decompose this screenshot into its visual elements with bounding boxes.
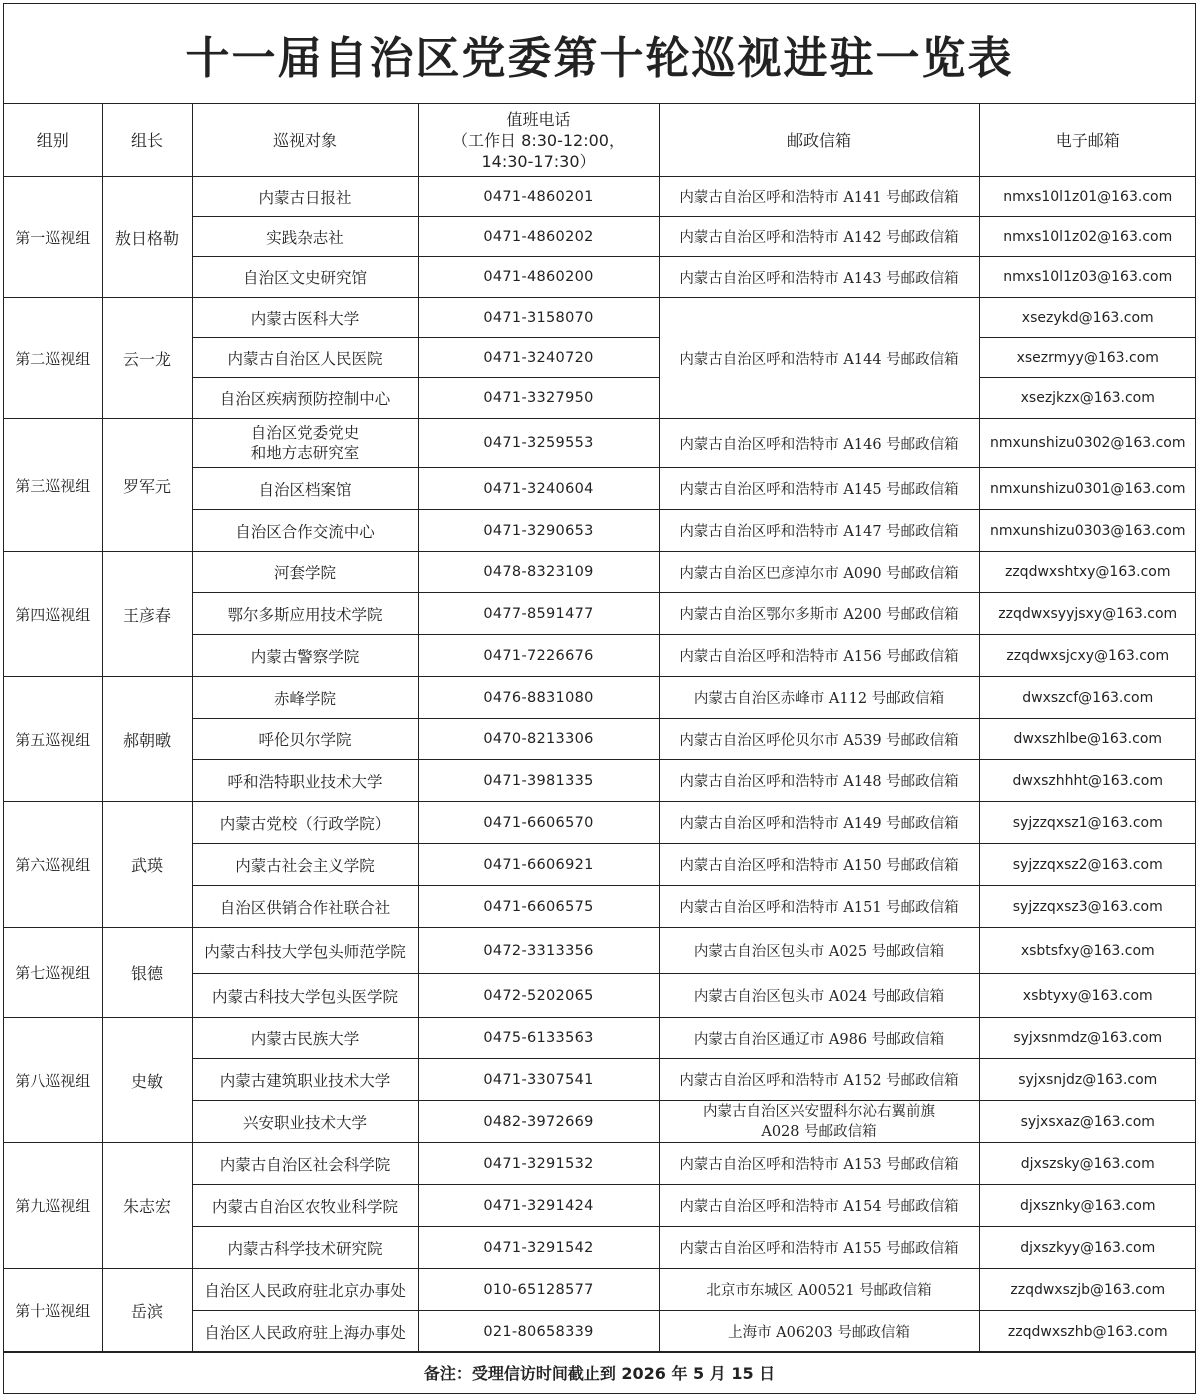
page-frame bbox=[3, 3, 1196, 1394]
target-cell: 自治区人民政府驻北京办事处 bbox=[192, 1269, 418, 1311]
target-cell: 内蒙古警察学院 bbox=[192, 635, 418, 677]
target-cell: 内蒙古党校（行政学院） bbox=[192, 802, 418, 844]
target-line: 和地方志研究室 bbox=[250, 444, 360, 462]
inspection-table bbox=[4, 104, 1196, 1353]
group-name: 第六巡视组 bbox=[4, 802, 102, 928]
mailbox-cell: 内蒙古自治区呼和浩特市 A143 号邮政信箱 bbox=[659, 257, 979, 298]
mailbox-cell: 内蒙古自治区呼和浩特市 A152 号邮政信箱 bbox=[659, 1059, 979, 1101]
email-cell: zzqdwxsyyjsxy@163.com bbox=[979, 593, 1196, 635]
email-cell: syjzzqxsz1@163.com bbox=[979, 802, 1196, 844]
target-cell: 赤峰学院 bbox=[192, 677, 418, 719]
email-cell: xsezykd@163.com bbox=[979, 298, 1196, 338]
email-cell: djxszkyy@163.com bbox=[979, 1227, 1196, 1269]
table-row bbox=[4, 677, 1196, 719]
target-cell: 呼伦贝尔学院 bbox=[192, 719, 418, 760]
table-row bbox=[4, 802, 1196, 844]
target-cell: 自治区供销合作社联合社 bbox=[192, 886, 418, 928]
mailbox-cell: 内蒙古自治区呼和浩特市 A149 号邮政信箱 bbox=[659, 802, 979, 844]
phone-cell: 0470-8213306 bbox=[418, 719, 659, 760]
group-leader: 罗军元 bbox=[102, 419, 192, 552]
mailbox-cell: 内蒙古自治区呼和浩特市 A151 号邮政信箱 bbox=[659, 886, 979, 928]
target-cell: 内蒙古科学技术研究院 bbox=[192, 1227, 418, 1269]
phone-cell: 0471-3327950 bbox=[418, 378, 659, 419]
target-cell: 自治区档案馆 bbox=[192, 468, 418, 510]
phone-cell: 010-65128577 bbox=[418, 1269, 659, 1311]
email-cell: xsezrmyy@163.com bbox=[979, 338, 1196, 378]
target-cell: 内蒙古自治区社会科学院 bbox=[192, 1143, 418, 1185]
mailbox-cell: 内蒙古自治区呼和浩特市 A147 号邮政信箱 bbox=[659, 510, 979, 552]
email-cell: xsbtyxy@163.com bbox=[979, 974, 1196, 1018]
phone-cell: 0482-3972669 bbox=[418, 1101, 659, 1143]
phone-cell: 0471-3981335 bbox=[418, 760, 659, 802]
phone-cell: 0477-8591477 bbox=[418, 593, 659, 635]
target-cell: 内蒙古科技大学包头师范学院 bbox=[192, 928, 418, 974]
email-cell: dwxszhhht@163.com bbox=[979, 760, 1196, 802]
target-cell: 自治区文史研究馆 bbox=[192, 257, 418, 298]
phone-cell: 0471-3158070 bbox=[418, 298, 659, 338]
mailbox-cell: 内蒙古自治区呼和浩特市 A155 号邮政信箱 bbox=[659, 1227, 979, 1269]
mailbox-cell: 内蒙古自治区呼和浩特市 A145 号邮政信箱 bbox=[659, 468, 979, 510]
target-cell: 内蒙古社会主义学院 bbox=[192, 844, 418, 886]
group-name: 第三巡视组 bbox=[4, 419, 102, 552]
phone-cell: 0471-7226676 bbox=[418, 635, 659, 677]
table-row bbox=[4, 419, 1196, 468]
group-leader: 史敏 bbox=[102, 1018, 192, 1143]
email-cell: zzqdwxsjcxy@163.com bbox=[979, 635, 1196, 677]
mailbox-cell: 内蒙古自治区呼和浩特市 A142 号邮政信箱 bbox=[659, 217, 979, 257]
group-name: 第二巡视组 bbox=[4, 298, 102, 419]
mailbox-cell: 内蒙古自治区呼和浩特市 A141 号邮政信箱 bbox=[659, 177, 979, 217]
group-leader: 朱志宏 bbox=[102, 1143, 192, 1269]
footnote: 备注：受理信访时间截止到 2026 年 5 月 15 日 bbox=[4, 1351, 1195, 1393]
group-name: 第七巡视组 bbox=[4, 928, 102, 1018]
table-row bbox=[4, 552, 1196, 593]
header-phone-line2: （工作日 8:30-12:00， bbox=[452, 130, 625, 150]
mailbox-cell: 内蒙古自治区赤峰市 A112 号邮政信箱 bbox=[659, 677, 979, 719]
group-leader: 郝朝暾 bbox=[102, 677, 192, 802]
group-leader: 银德 bbox=[102, 928, 192, 1018]
group-leader: 武瑛 bbox=[102, 802, 192, 928]
email-cell: nmxs10l1z03@163.com bbox=[979, 257, 1196, 298]
mailbox-cell: 内蒙古自治区呼伦贝尔市 A539 号邮政信箱 bbox=[659, 719, 979, 760]
email-cell: zzqdwxszjb@163.com bbox=[979, 1269, 1196, 1311]
target-line: 自治区党委党史 bbox=[250, 424, 360, 442]
header-phone-line3: 14:30-17:30） bbox=[481, 151, 596, 171]
mailbox-cell: 上海市 A06203 号邮政信箱 bbox=[659, 1311, 979, 1353]
target-cell: 内蒙古科技大学包头医学院 bbox=[192, 974, 418, 1018]
mailbox-cell: 内蒙古自治区巴彦淖尔市 A090 号邮政信箱 bbox=[659, 552, 979, 593]
phone-cell: 0471-3291424 bbox=[418, 1185, 659, 1227]
mailbox-cell: 内蒙古自治区呼和浩特市 A156 号邮政信箱 bbox=[659, 635, 979, 677]
phone-cell: 0471-3240604 bbox=[418, 468, 659, 510]
email-cell: dwxszhlbe@163.com bbox=[979, 719, 1196, 760]
mailbox-cell: 内蒙古自治区呼和浩特市 A153 号邮政信箱 bbox=[659, 1143, 979, 1185]
phone-cell: 021-80658339 bbox=[418, 1311, 659, 1353]
phone-cell: 0471-4860201 bbox=[418, 177, 659, 217]
phone-cell: 0471-3259553 bbox=[418, 419, 659, 468]
header-phone bbox=[418, 104, 659, 177]
email-cell: dwxszcf@163.com bbox=[979, 677, 1196, 719]
email-cell: syjzzqxsz3@163.com bbox=[979, 886, 1196, 928]
mailbox-cell bbox=[659, 1101, 979, 1143]
group-name: 第五巡视组 bbox=[4, 677, 102, 802]
target-cell: 内蒙古医科大学 bbox=[192, 298, 418, 338]
email-cell: xsezjkzx@163.com bbox=[979, 378, 1196, 419]
target-cell: 内蒙古民族大学 bbox=[192, 1018, 418, 1059]
group-name: 第一巡视组 bbox=[4, 177, 102, 298]
email-cell: xsbtsfxy@163.com bbox=[979, 928, 1196, 974]
table-row bbox=[4, 1143, 1196, 1185]
target-cell: 自治区合作交流中心 bbox=[192, 510, 418, 552]
mailbox-cell: 北京市东城区 A00521 号邮政信箱 bbox=[659, 1269, 979, 1311]
phone-cell: 0471-6606570 bbox=[418, 802, 659, 844]
target-cell bbox=[192, 419, 418, 468]
mailbox-cell: 内蒙古自治区鄂尔多斯市 A200 号邮政信箱 bbox=[659, 593, 979, 635]
table-row bbox=[4, 1269, 1196, 1311]
phone-cell: 0472-3313356 bbox=[418, 928, 659, 974]
header-phone-line1: 值班电话 bbox=[506, 109, 571, 129]
phone-cell: 0471-4860200 bbox=[418, 257, 659, 298]
email-cell: nmxunshizu0301@163.com bbox=[979, 468, 1196, 510]
phone-cell: 0471-3240720 bbox=[418, 338, 659, 378]
mailbox-cell: 内蒙古自治区包头市 A024 号邮政信箱 bbox=[659, 974, 979, 1018]
group-leader: 岳滨 bbox=[102, 1269, 192, 1353]
header-email: 电子邮箱 bbox=[979, 104, 1196, 177]
table-row bbox=[4, 177, 1196, 217]
target-cell: 河套学院 bbox=[192, 552, 418, 593]
phone-cell: 0471-6606575 bbox=[418, 886, 659, 928]
email-cell: syjxsxaz@163.com bbox=[979, 1101, 1196, 1143]
table-row bbox=[4, 928, 1196, 974]
mailbox-cell: 内蒙古自治区呼和浩特市 A150 号邮政信箱 bbox=[659, 844, 979, 886]
email-cell: djxsznky@163.com bbox=[979, 1185, 1196, 1227]
target-cell: 内蒙古日报社 bbox=[192, 177, 418, 217]
group-name: 第四巡视组 bbox=[4, 552, 102, 677]
email-cell: syjxsnjdz@163.com bbox=[979, 1059, 1196, 1101]
header-group: 组别 bbox=[4, 104, 102, 177]
target-cell: 内蒙古自治区人民医院 bbox=[192, 338, 418, 378]
phone-cell: 0471-3307541 bbox=[418, 1059, 659, 1101]
mailbox-line: 内蒙古自治区兴安盟科尔沁右翼前旗 bbox=[703, 1103, 935, 1120]
mailbox-cell: 内蒙古自治区呼和浩特市 A148 号邮政信箱 bbox=[659, 760, 979, 802]
phone-cell: 0472-5202065 bbox=[418, 974, 659, 1018]
phone-cell: 0476-8831080 bbox=[418, 677, 659, 719]
header-mailbox: 邮政信箱 bbox=[659, 104, 979, 177]
target-cell: 自治区疾病预防控制中心 bbox=[192, 378, 418, 419]
mailbox-cell: 内蒙古自治区呼和浩特市 A154 号邮政信箱 bbox=[659, 1185, 979, 1227]
email-cell: zzqdwxshtxy@163.com bbox=[979, 552, 1196, 593]
email-cell: nmxunshizu0302@163.com bbox=[979, 419, 1196, 468]
target-cell: 兴安职业技术大学 bbox=[192, 1101, 418, 1143]
email-cell: zzqdwxszhb@163.com bbox=[979, 1311, 1196, 1353]
header-target: 巡视对象 bbox=[192, 104, 418, 177]
mailbox-cell: 内蒙古自治区通辽市 A986 号邮政信箱 bbox=[659, 1018, 979, 1059]
group-name: 第九巡视组 bbox=[4, 1143, 102, 1269]
target-cell: 呼和浩特职业技术大学 bbox=[192, 760, 418, 802]
email-cell: syjxsnmdz@163.com bbox=[979, 1018, 1196, 1059]
email-cell: djxszsky@163.com bbox=[979, 1143, 1196, 1185]
group-name: 第八巡视组 bbox=[4, 1018, 102, 1143]
phone-cell: 0471-3291532 bbox=[418, 1143, 659, 1185]
target-cell: 自治区人民政府驻上海办事处 bbox=[192, 1311, 418, 1353]
phone-cell: 0471-4860202 bbox=[418, 217, 659, 257]
email-cell: nmxs10l1z01@163.com bbox=[979, 177, 1196, 217]
mailbox-line: A028 号邮政信箱 bbox=[761, 1123, 877, 1140]
table-row bbox=[4, 1018, 1196, 1059]
target-cell: 鄂尔多斯应用技术学院 bbox=[192, 593, 418, 635]
phone-cell: 0471-3291542 bbox=[418, 1227, 659, 1269]
email-cell: nmxs10l1z02@163.com bbox=[979, 217, 1196, 257]
group-name: 第十巡视组 bbox=[4, 1269, 102, 1353]
target-cell: 内蒙古建筑职业技术大学 bbox=[192, 1059, 418, 1101]
table-row bbox=[4, 298, 1196, 338]
target-cell: 内蒙古自治区农牧业科学院 bbox=[192, 1185, 418, 1227]
phone-cell: 0471-6606921 bbox=[418, 844, 659, 886]
mailbox-cell-shared: 内蒙古自治区呼和浩特市 A144 号邮政信箱 bbox=[659, 298, 979, 419]
email-cell: syjzzqxsz2@163.com bbox=[979, 844, 1196, 886]
table-header-row bbox=[4, 104, 1196, 177]
page-title: 十一届自治区党委第十轮巡视进驻一览表 bbox=[4, 4, 1195, 104]
phone-cell: 0471-3290653 bbox=[418, 510, 659, 552]
header-leader: 组长 bbox=[102, 104, 192, 177]
group-leader: 敖日格勒 bbox=[102, 177, 192, 298]
phone-cell: 0478-8323109 bbox=[418, 552, 659, 593]
target-cell: 实践杂志社 bbox=[192, 217, 418, 257]
group-leader: 王彦春 bbox=[102, 552, 192, 677]
email-cell: nmxunshizu0303@163.com bbox=[979, 510, 1196, 552]
group-leader: 云一龙 bbox=[102, 298, 192, 419]
mailbox-cell: 内蒙古自治区呼和浩特市 A146 号邮政信箱 bbox=[659, 419, 979, 468]
mailbox-cell: 内蒙古自治区包头市 A025 号邮政信箱 bbox=[659, 928, 979, 974]
phone-cell: 0475-6133563 bbox=[418, 1018, 659, 1059]
